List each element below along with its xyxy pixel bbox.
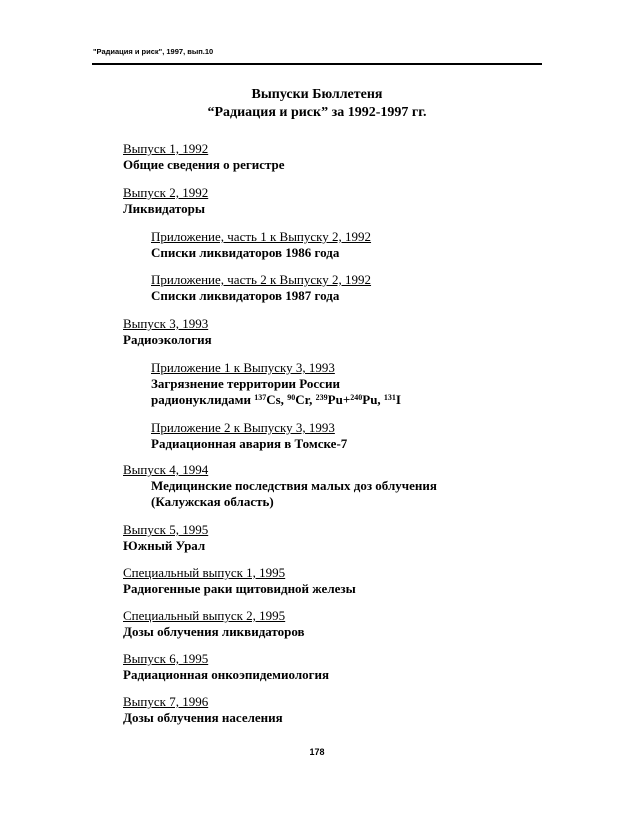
list-item [123,185,208,217]
issue-title: Дозы облучения населения [123,710,283,725]
list-item [123,608,305,640]
issue-link[interactable]: Выпуск 2, 1992 [123,185,209,200]
supplement-link[interactable]: Приложение, часть 2 к Выпуску 2, 1992 [151,272,372,287]
issue-link[interactable]: Выпуск 6, 1995 [123,651,209,666]
issue-link[interactable]: Выпуск 7, 1996 [123,694,209,709]
issue-title: Радиационная онкоэпидемиология [123,667,330,682]
supplement-title: Списки ликвидаторов 1987 года [151,288,340,303]
list-item [151,360,401,408]
isotope-symbol: Pu, [362,392,384,407]
isotope-mass: 131 [383,393,396,402]
running-header: "Радиация и риск", 1997, вып.10 [93,47,214,56]
issue-link[interactable]: Выпуск 3, 1993 [123,316,209,331]
issue-title: Южный Урал [123,538,206,553]
page-title [92,86,542,122]
supplement-link[interactable]: Приложение, часть 1 к Выпуску 2, 1992 [151,229,372,244]
special-issue-link[interactable]: Специальный выпуск 2, 1995 [123,608,286,623]
radionuclides-prefix: радионуклидами [151,392,255,407]
special-issue-title: Радиогенные раки щитовидной железы [123,581,356,596]
list-item [123,316,212,348]
isotope-mass: 240 [350,393,363,402]
isotope-mass: 137 [254,393,267,402]
isotope-symbol: Cr, [295,392,316,407]
issue-title: Ликвидаторы [123,201,206,216]
supplement-link[interactable]: Приложение 2 к Выпуску 3, 1993 [151,420,335,435]
isotope-mass: 90 [287,393,296,402]
list-item [151,229,371,261]
list-item [151,420,347,452]
supplement-title-line-1: Загрязнение территории России [151,376,340,391]
title-line-1: Выпуски Бюллетеня [251,87,383,102]
issue-title-line-2: (Калужская область) [151,494,274,509]
supplement-title-line-2 [151,392,401,408]
issue-title: Радиоэкология [123,332,212,347]
page-number: 178 [309,747,325,757]
issue-link[interactable]: Выпуск 4, 1994 [123,462,209,477]
special-issue-link[interactable]: Специальный выпуск 1, 1995 [123,565,286,580]
list-item [123,651,329,683]
title-line-2: “Радиация и риск” за 1992-1997 гг. [207,105,427,120]
list-item [123,462,437,510]
list-item [123,694,283,726]
issue-link[interactable]: Выпуск 1, 1992 [123,141,209,156]
list-item [151,272,371,304]
isotope-mass: 239 [315,393,328,402]
supplement-title: Списки ликвидаторов 1986 года [151,245,340,260]
supplement-title: Радиационная авария в Томске-7 [151,436,348,451]
list-item [123,522,208,554]
isotope-symbol: I [395,392,401,407]
isotope-symbol: Cs, [266,392,288,407]
issue-title: Общие сведения о регистре [123,157,285,172]
header-rule [92,63,542,65]
issue-title-line-1: Медицинские последствия малых доз облучения [151,478,437,493]
list-item [123,141,285,173]
list-item [123,565,356,597]
isotope-symbol: Pu+ [327,392,351,407]
supplement-link[interactable]: Приложение 1 к Выпуску 3, 1993 [151,360,335,375]
special-issue-title: Дозы облучения ликвидаторов [123,624,305,639]
issue-link[interactable]: Выпуск 5, 1995 [123,522,209,537]
